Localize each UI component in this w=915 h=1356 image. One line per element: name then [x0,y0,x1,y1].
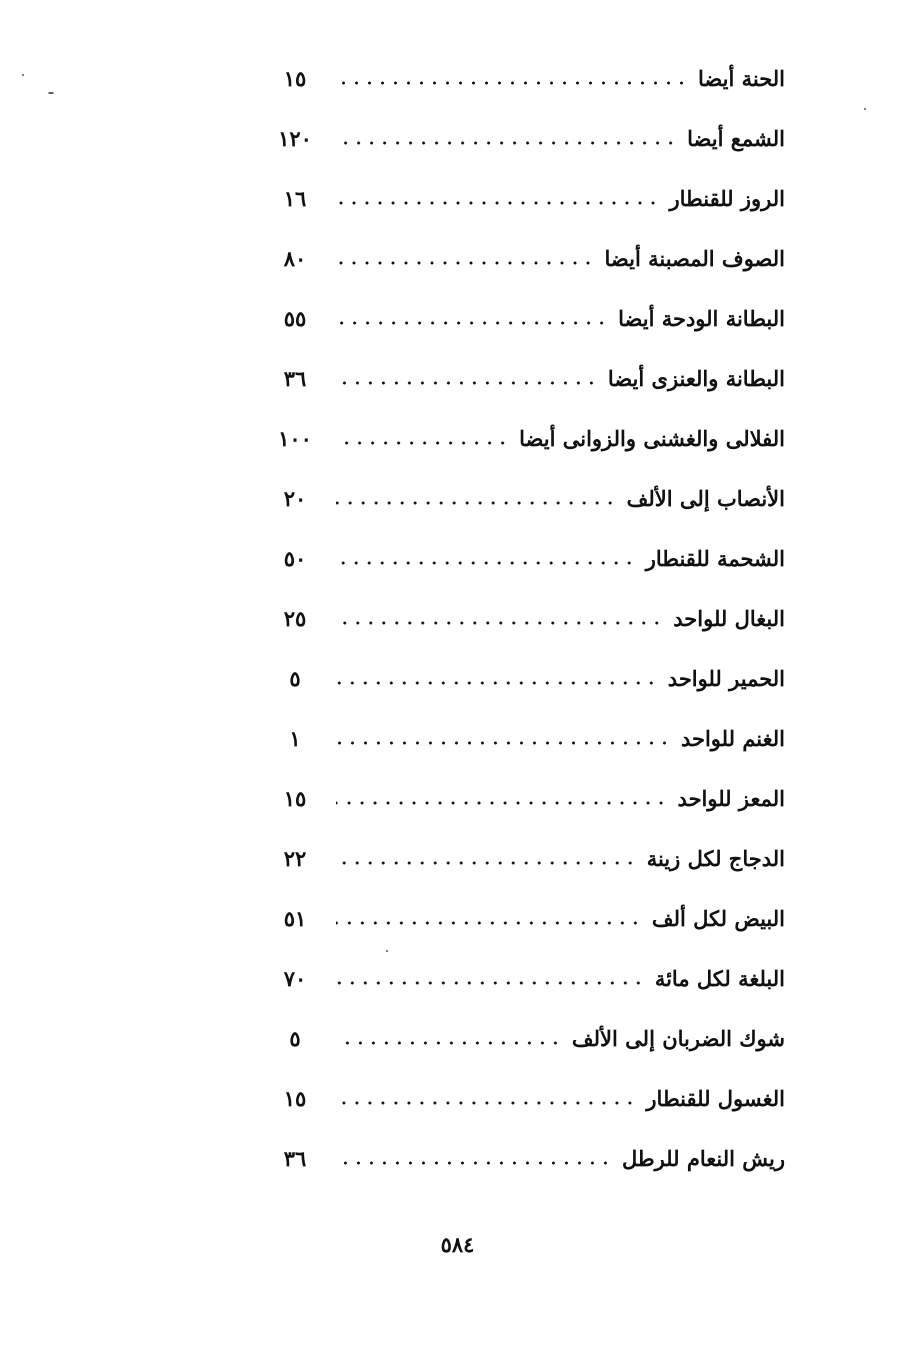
list-item [260,348,785,408]
item-label: البطانة والعنزى أيضا [607,365,785,391]
dot-leader [336,141,677,145]
item-label: البيض لكل ألف [651,905,785,931]
item-value: ١٥ [283,1085,307,1111]
item-value: ٥٠ [283,545,307,571]
item-value: ٥ [289,1025,301,1051]
dot-leader [336,381,598,385]
page-number: ٥٨٤ [440,1232,475,1257]
item-label: البطانة الودحة أيضا [618,305,785,331]
dot-leader [336,561,636,565]
dot-leader [336,321,608,325]
item-label: الغسول للقنطار [646,1085,785,1111]
dot-leader [336,201,660,205]
item-label: الشمع أيضا [687,125,785,151]
list-item [260,828,785,888]
scan-speck [48,92,54,94]
list-item [260,228,785,288]
item-label: الحنة أيضا [698,65,785,91]
dot-leader [336,261,595,265]
dot-leader [336,861,637,865]
dot-leader [336,621,663,625]
list-item [260,1128,785,1188]
dot-leader [336,981,645,985]
item-value: ٥٥ [283,305,307,331]
list-item [260,648,785,708]
list-item [260,888,785,948]
item-value: ١٠٠ [278,425,312,451]
list-item [260,48,785,108]
list-item [260,288,785,348]
item-value: ٢٢ [283,845,307,871]
list-item [260,468,785,528]
item-label: الغنم للواحد [680,725,785,751]
item-value: ٨٠ [283,245,307,271]
item-label: الشحمة للقنطار [645,545,785,571]
list-item [260,1008,785,1068]
item-value: ٣٦ [283,365,307,391]
list-item [260,768,785,828]
item-value: ٢٥ [283,605,307,631]
item-value: ٣٦ [283,1145,307,1171]
scan-speck [22,74,24,76]
item-label: ريش النعام للرطل [621,1145,785,1171]
dot-leader [336,681,658,685]
item-label: الدجاج لكل زينة [646,845,785,871]
tariff-list [260,48,785,1188]
item-label: شوك الضربان إلى الألف [571,1025,785,1051]
item-value: ١ [289,725,301,751]
scan-speck [864,108,866,110]
item-value: ٢٠ [283,485,307,511]
list-item [260,1068,785,1128]
dot-leader [336,1101,636,1105]
list-item [260,408,785,468]
dot-leader [336,741,671,745]
dot-leader [336,921,642,925]
list-item [260,528,785,588]
item-label: البغال للواحد [673,605,785,631]
list-item [260,588,785,648]
item-value: ٥ [289,665,301,691]
item-value: ١٦ [283,185,307,211]
item-label: الروز للقنطار [669,185,785,211]
item-label: الأنصاب إلى الألف [626,485,785,511]
dot-leader [336,501,617,505]
item-label: الفلالى والغشنى والزوانى أيضا [519,425,785,451]
dot-leader [336,801,668,805]
list-item [260,948,785,1008]
item-value: ٥١ [283,905,307,931]
dot-leader [336,1161,612,1165]
list-item [260,708,785,768]
item-value: ١٥ [283,65,307,91]
dot-leader [336,441,509,445]
item-label: الحمير للواحد [667,665,785,691]
item-label: المعز للواحد [677,785,785,811]
item-value: ١٥ [283,785,307,811]
item-label: البلغة لكل مائة [654,965,785,991]
item-value: ٧٠ [283,965,307,991]
item-label: الصوف المصبنة أيضا [604,245,785,271]
item-value: ١٢٠ [278,125,312,151]
list-item [260,168,785,228]
dot-leader [336,81,688,85]
scan-speck [386,950,388,952]
list-item [260,108,785,168]
dot-leader [336,1041,562,1045]
